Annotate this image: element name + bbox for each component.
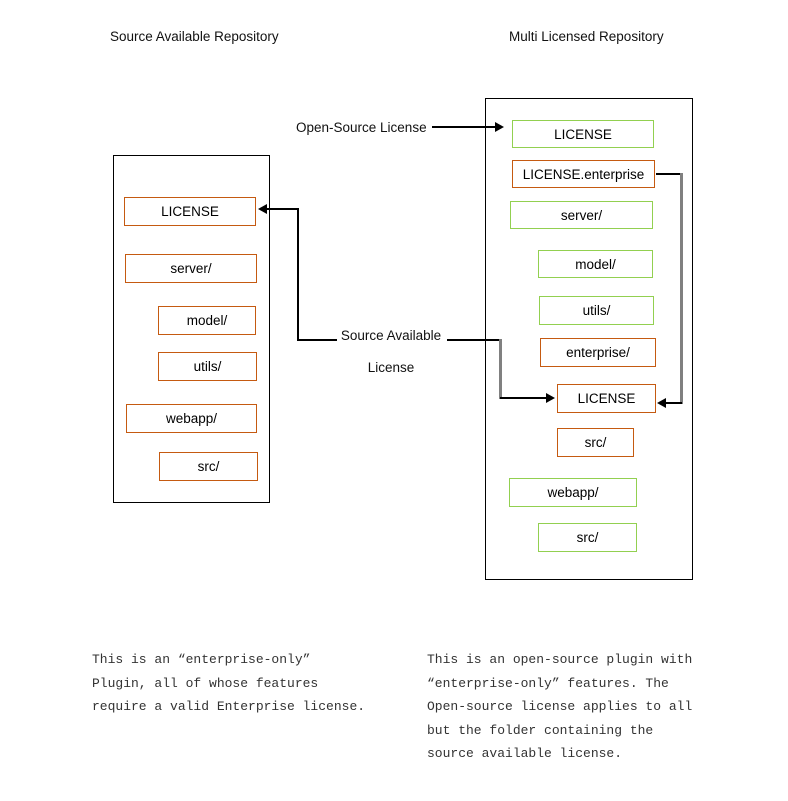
right-note-line: but the folder containing the [427,722,654,738]
left-note-line: Plugin, all of whose features [92,675,319,691]
right-note-line: This is an open-source plugin with [427,652,693,667]
left-repo-note [92,648,365,719]
left-repo-title: Source Available Repository [110,29,279,44]
source-available-right-line-v [499,339,502,399]
right-repo-note [427,648,692,766]
left-repo-folder-server: server/ [125,254,257,283]
left-repo-folder-src: src/ [159,452,258,481]
open-source-connector-line [432,126,496,128]
source-available-right-line-h1 [447,339,501,341]
right-repo-folder-src-enterprise: src/ [557,428,634,457]
source-available-right-line-h2 [500,397,547,399]
source-available-label-line1: Source Available [340,328,442,343]
left-repo-file-license: LICENSE [124,197,256,226]
right-note-line: Open-source license applies to all [427,699,693,714]
right-repo-folder-src: src/ [538,523,637,552]
left-note-line: require a valid Enterprise license. [92,699,366,714]
source-available-right-arrowhead-icon [546,393,555,403]
source-available-left-line-v [297,208,299,341]
right-repo-folder-utils: utils/ [539,296,654,325]
right-repo-title: Multi Licensed Repository [509,29,664,44]
right-note-line: “enterprise-only” features. The [427,675,669,691]
open-source-license-label: Open-Source License [296,120,427,135]
source-available-left-line-h1 [265,208,299,210]
right-repo-folder-webapp: webapp/ [509,478,637,507]
right-repo-file-license-opensource: LICENSE [512,120,654,148]
right-repo-folder-model: model/ [538,250,653,278]
source-available-left-line-h2 [297,339,337,341]
left-repo-folder-model: model/ [158,306,256,335]
enterprise-license-arrowhead-icon [657,398,666,408]
right-repo-file-license-sourceavailable: LICENSE [557,384,656,413]
right-note-line: source available license. [427,746,623,761]
enterprise-license-line-h2 [666,402,682,404]
left-note-line: This is an “enterprise-only” [92,652,311,667]
left-repo-folder-webapp: webapp/ [126,404,257,433]
right-repo-folder-server: server/ [510,201,653,229]
enterprise-license-line-v [680,173,683,404]
right-repo-file-license-enterprise: LICENSE.enterprise [512,160,655,188]
left-repo-folder-utils: utils/ [158,352,257,381]
right-repo-folder-enterprise: enterprise/ [540,338,656,367]
open-source-arrowhead-icon [495,122,504,132]
source-available-label-line2: License [367,360,415,375]
enterprise-license-line-h1 [656,173,682,175]
